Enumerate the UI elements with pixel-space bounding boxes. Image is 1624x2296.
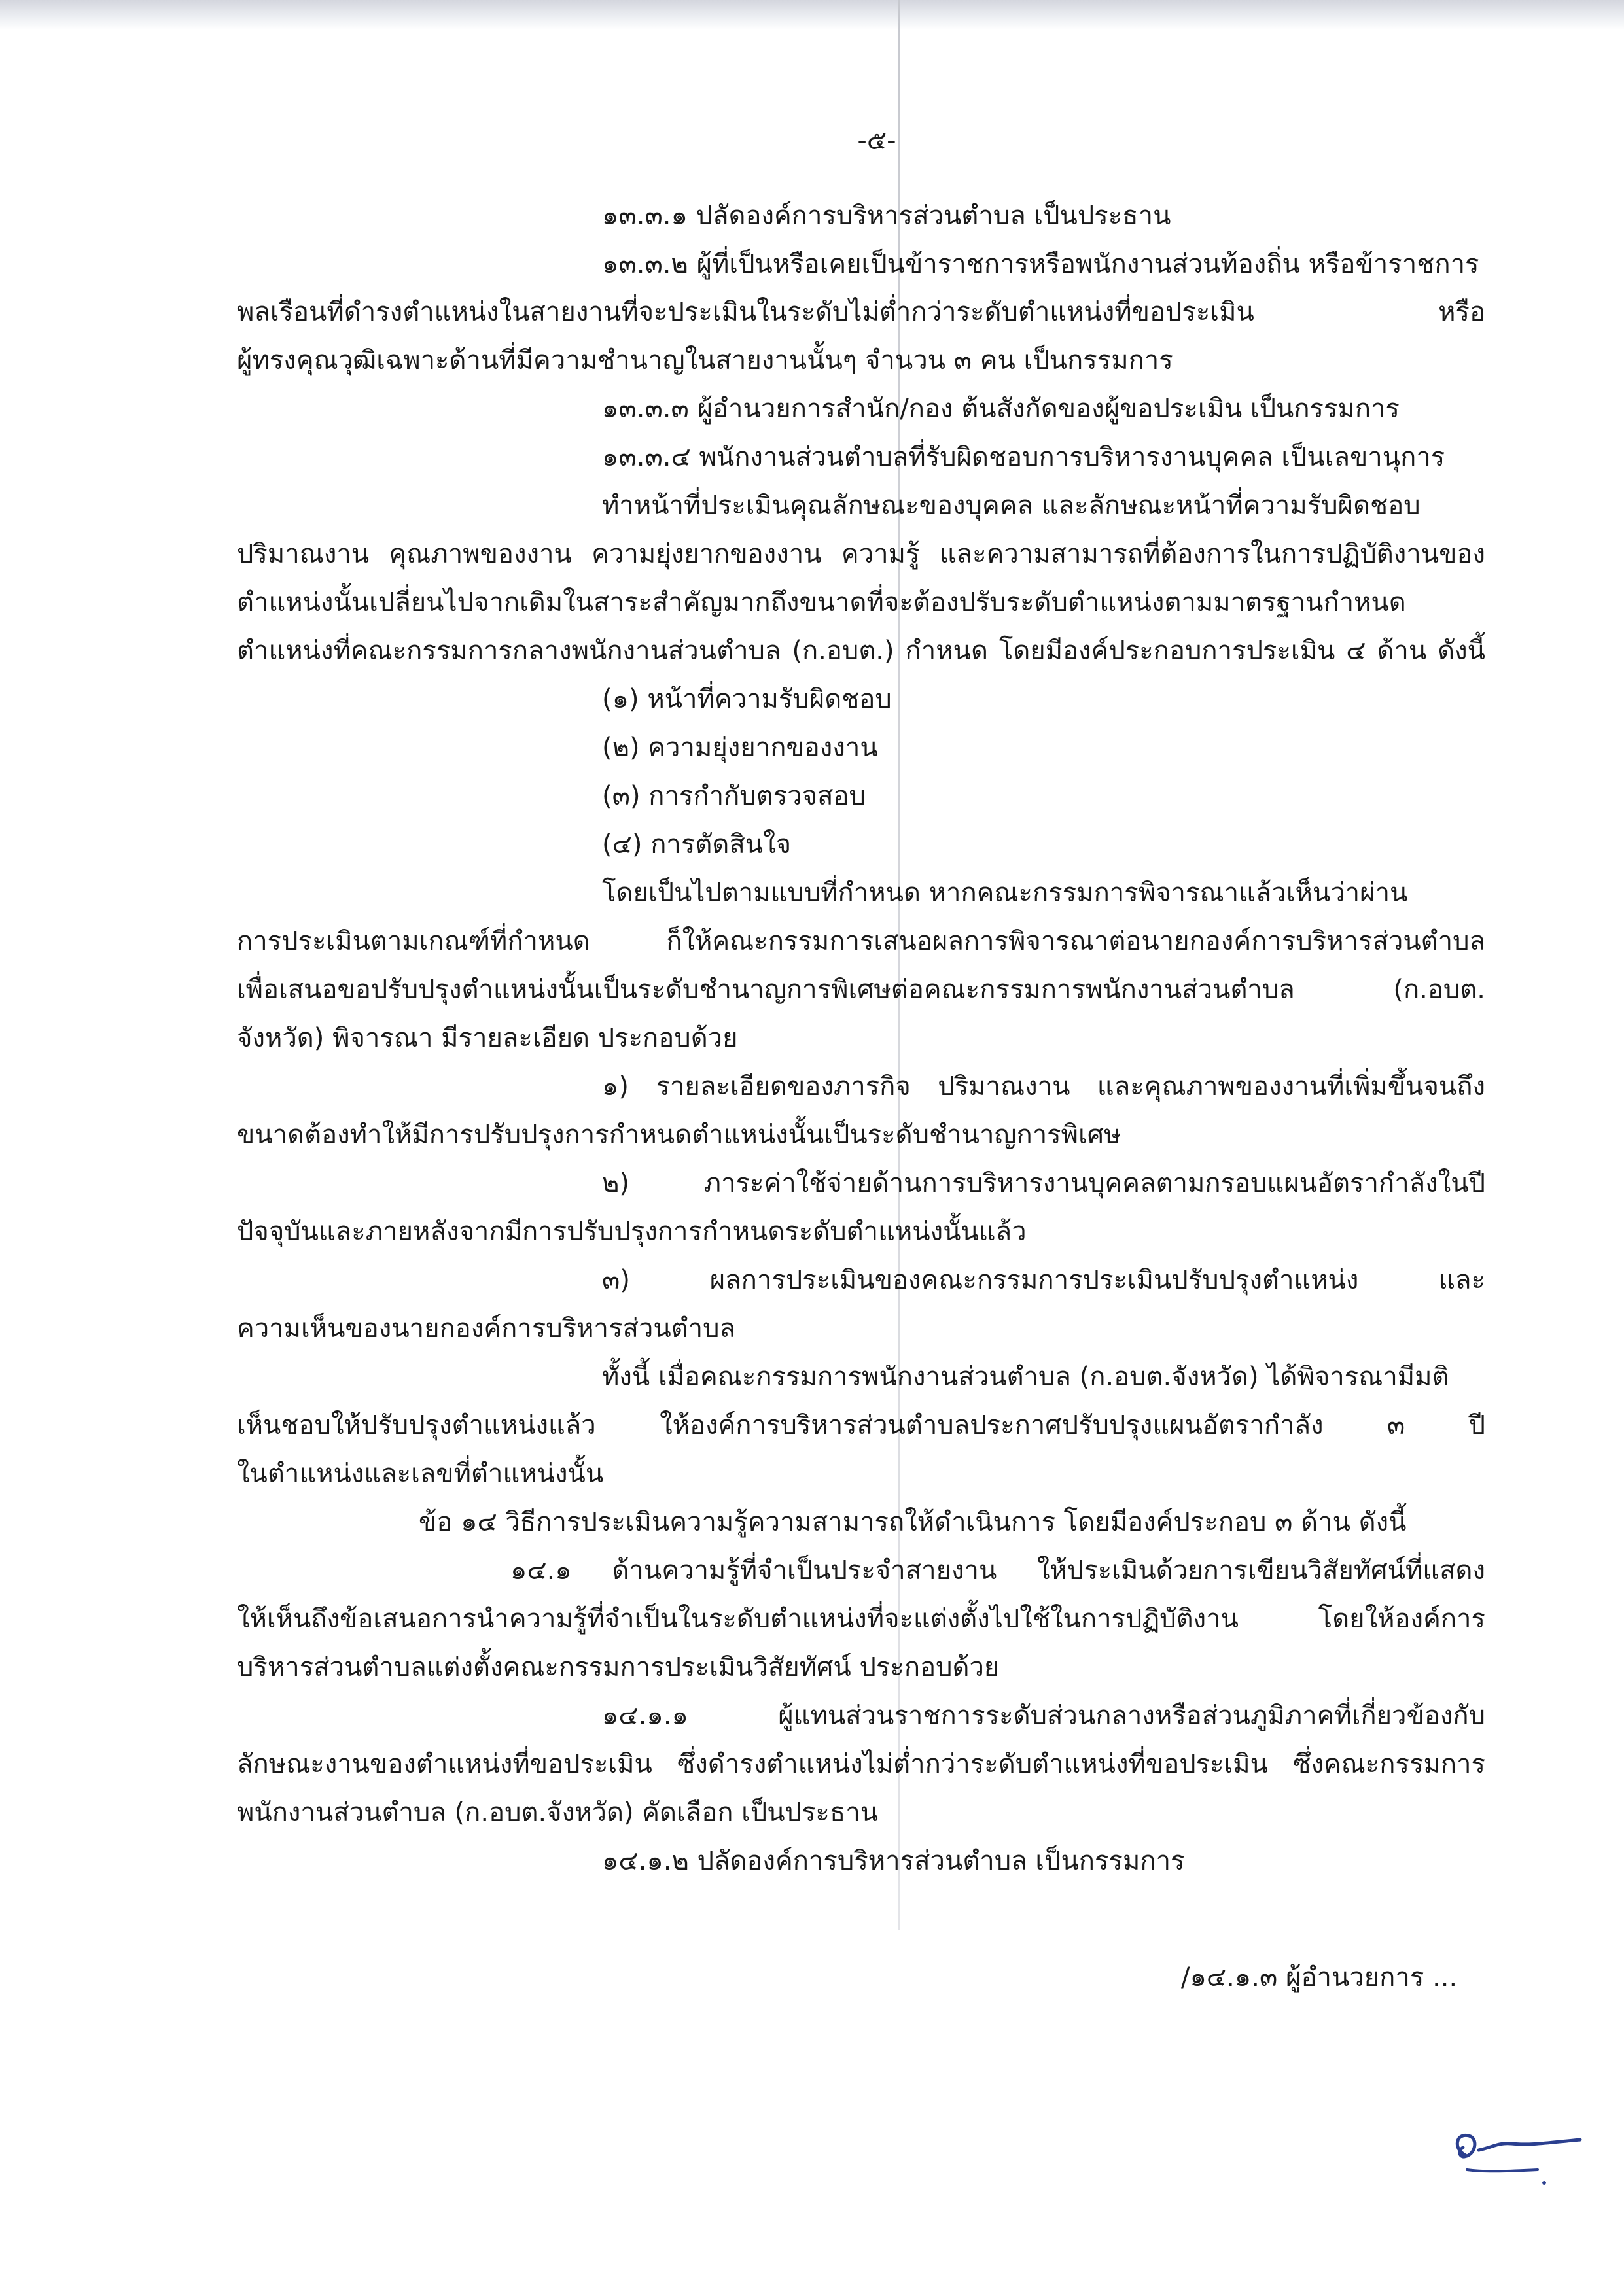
text-line: การประเมินตามเกณฑ์ที่กำหนด ก็ให้คณะกรรมการเสนอผลการพิจารณาต่อนายกองค์การบริหารส่วนตำบล	[237, 926, 1485, 956]
text-line: โดยเป็นไปตามแบบที่กำหนด หากคณะกรรมการพิจารณาแล้วเห็นว่าผ่าน	[602, 878, 1408, 908]
text-line: ปริมาณงาน คุณภาพของงาน ความยุ่งยากของงาน ความรู้ และความสามารถที่ต้องการในการปฏิบัติงานของ	[237, 539, 1485, 569]
text-line: ๑๓.๓.๓ ผู้อำนวยการสำนัก/กอง ต้นสังกัดของผู้ขอประเมิน เป็นกรรมการ	[602, 394, 1400, 424]
signature-initials	[1439, 2110, 1590, 2188]
text-line: ๑๔.๑.๑ ผู้แทนส่วนราชการระดับส่วนกลางหรือส่วนภูมิภาคที่เกี่ยวข้องกับ	[602, 1701, 1485, 1731]
text-line: ๑๓.๓.๑ ปลัดองค์การบริหารส่วนตำบล เป็นประธาน	[602, 201, 1171, 231]
continuation-note: /๑๔.๑.๓ ผู้อำนวยการ ...	[1181, 1962, 1458, 1992]
text-line: ทั้งนี้ เมื่อคณะกรรมการพนักงานส่วนตำบล (ก.อบต.จังหวัด) ได้พิจารณามีมติ	[602, 1362, 1449, 1392]
text-line: พลเรือนที่ดำรงตำแหน่งในสายงานที่จะประเมินในระดับไม่ต่ำกว่าระดับตำแหน่งที่ขอประเมิน หรือ	[237, 297, 1485, 327]
text-line: (๓) การกำกับตรวจสอบ	[602, 781, 866, 811]
text-line: ตำแหน่งที่คณะกรรมการกลางพนักงานส่วนตำบล (ก.อบต.) กำหนด โดยมีองค์ประกอบการประเมิน ๔ ด้าน ดังนี้	[237, 636, 1485, 666]
text-line: (๒) ความยุ่งยากของงาน	[602, 733, 878, 763]
text-line: ๑๔.๑.๒ ปลัดองค์การบริหารส่วนตำบล เป็นกรรมการ	[602, 1846, 1185, 1876]
text-line: เพื่อเสนอขอปรับปรุงตำแหน่งนั้นเป็นระดับชำนาญการพิเศษต่อคณะกรรมการพนักงานส่วนตำบล (ก.อบต.	[237, 975, 1485, 1005]
text-line: เห็นชอบให้ปรับปรุงตำแหน่งแล้ว ให้องค์การบริหารส่วนตำบลประกาศปรับปรุงแผนอัตรากำลัง ๓ ปี	[237, 1410, 1485, 1440]
text-line: ตำแหน่งนั้นเปลี่ยนไปจากเดิมในสาระสำคัญมากถึงขนาดที่จะต้องปรับระดับตำแหน่งตามมาตรฐานกำหนด	[237, 587, 1406, 617]
scan-top-edge	[0, 0, 1624, 30]
text-line: ๑๓.๓.๔ พนักงานส่วนตำบลที่รับผิดชอบการบริหารงานบุคคล เป็นเลขานุการ	[602, 442, 1445, 472]
text-line: (๔) การตัดสินใจ	[602, 829, 792, 860]
text-line: ลักษณะงานของตำแหน่งที่ขอประเมิน ซึ่งดำรงตำแหน่งไม่ต่ำกว่าระดับตำแหน่งที่ขอประเมิน ซึ่งคณะกรรมการ	[237, 1749, 1485, 1779]
text-line: (๑) หน้าที่ความรับผิดชอบ	[602, 684, 892, 714]
scan-fold-line	[898, 0, 900, 1930]
text-line: ให้เห็นถึงข้อเสนอการนำความรู้ที่จำเป็นในระดับตำแหน่งที่จะแต่งตั้งไปใช้ในการปฏิบัติงาน โดยให้องค์การ	[237, 1604, 1485, 1634]
text-line: ๑) รายละเอียดของภารกิจ ปริมาณงาน และคุณภาพของงานที่เพิ่มขึ้นจนถึง	[602, 1071, 1485, 1102]
text-line: ๒) ภาระค่าใช้จ่ายด้านการบริหารงานบุคคลตามกรอบแผนอัตรากำลังในปี	[602, 1168, 1485, 1198]
text-line: ผู้ทรงคุณวุฒิเฉพาะด้านที่มีความชำนาญในสายงานนั้นๆ จำนวน ๓ คน เป็นกรรมการ	[237, 345, 1173, 375]
text-line: ทำหน้าที่ประเมินคุณลักษณะของบุคคล และลักษณะหน้าที่ความรับผิดชอบ	[602, 491, 1421, 521]
text-line: พนักงานส่วนตำบล (ก.อบต.จังหวัด) คัดเลือก เป็นประธาน	[237, 1798, 879, 1828]
text-line: บริหารส่วนตำบลแต่งตั้งคณะกรรมการประเมินวิสัยทัศน์ ประกอบด้วย	[237, 1652, 1000, 1682]
text-line: ๓) ผลการประเมินของคณะกรรมการประเมินปรับปรุงตำแหน่ง และ	[602, 1265, 1485, 1295]
text-line: ปัจจุบันและภายหลังจากมีการปรับปรุงการกำหนดระดับตำแหน่งนั้นแล้ว	[237, 1217, 1027, 1247]
text-line: ๑๔.๑ ด้านความรู้ที่จำเป็นประจำสายงาน ให้ประเมินด้วยการเขียนวิสัยทัศน์ที่แสดง	[510, 1556, 1485, 1586]
text-line: ๑๓.๓.๒ ผู้ที่เป็นหรือเคยเป็นข้าราชการหรือพนักงานส่วนท้องถิ่น หรือข้าราชการ	[602, 249, 1479, 279]
text-line: ในตำแหน่งและเลขที่ตำแหน่งนั้น	[237, 1459, 604, 1489]
text-line: จังหวัด) พิจารณา มีรายละเอียด ประกอบด้วย	[237, 1023, 738, 1053]
text-line: ความเห็นของนายกองค์การบริหารส่วนตำบล	[237, 1313, 736, 1344]
text-line: ขนาดต้องทำให้มีการปรับปรุงการกำหนดตำแหน่งนั้นเป็นระดับชำนาญการพิเศษ	[237, 1120, 1121, 1150]
page-number: -๕-	[857, 126, 896, 156]
text-line: ข้อ ๑๔ วิธีการประเมินความรู้ความสามารถให้ดำเนินการ โดยมีองค์ประกอบ ๓ ด้าน ดังนี้	[419, 1507, 1407, 1537]
